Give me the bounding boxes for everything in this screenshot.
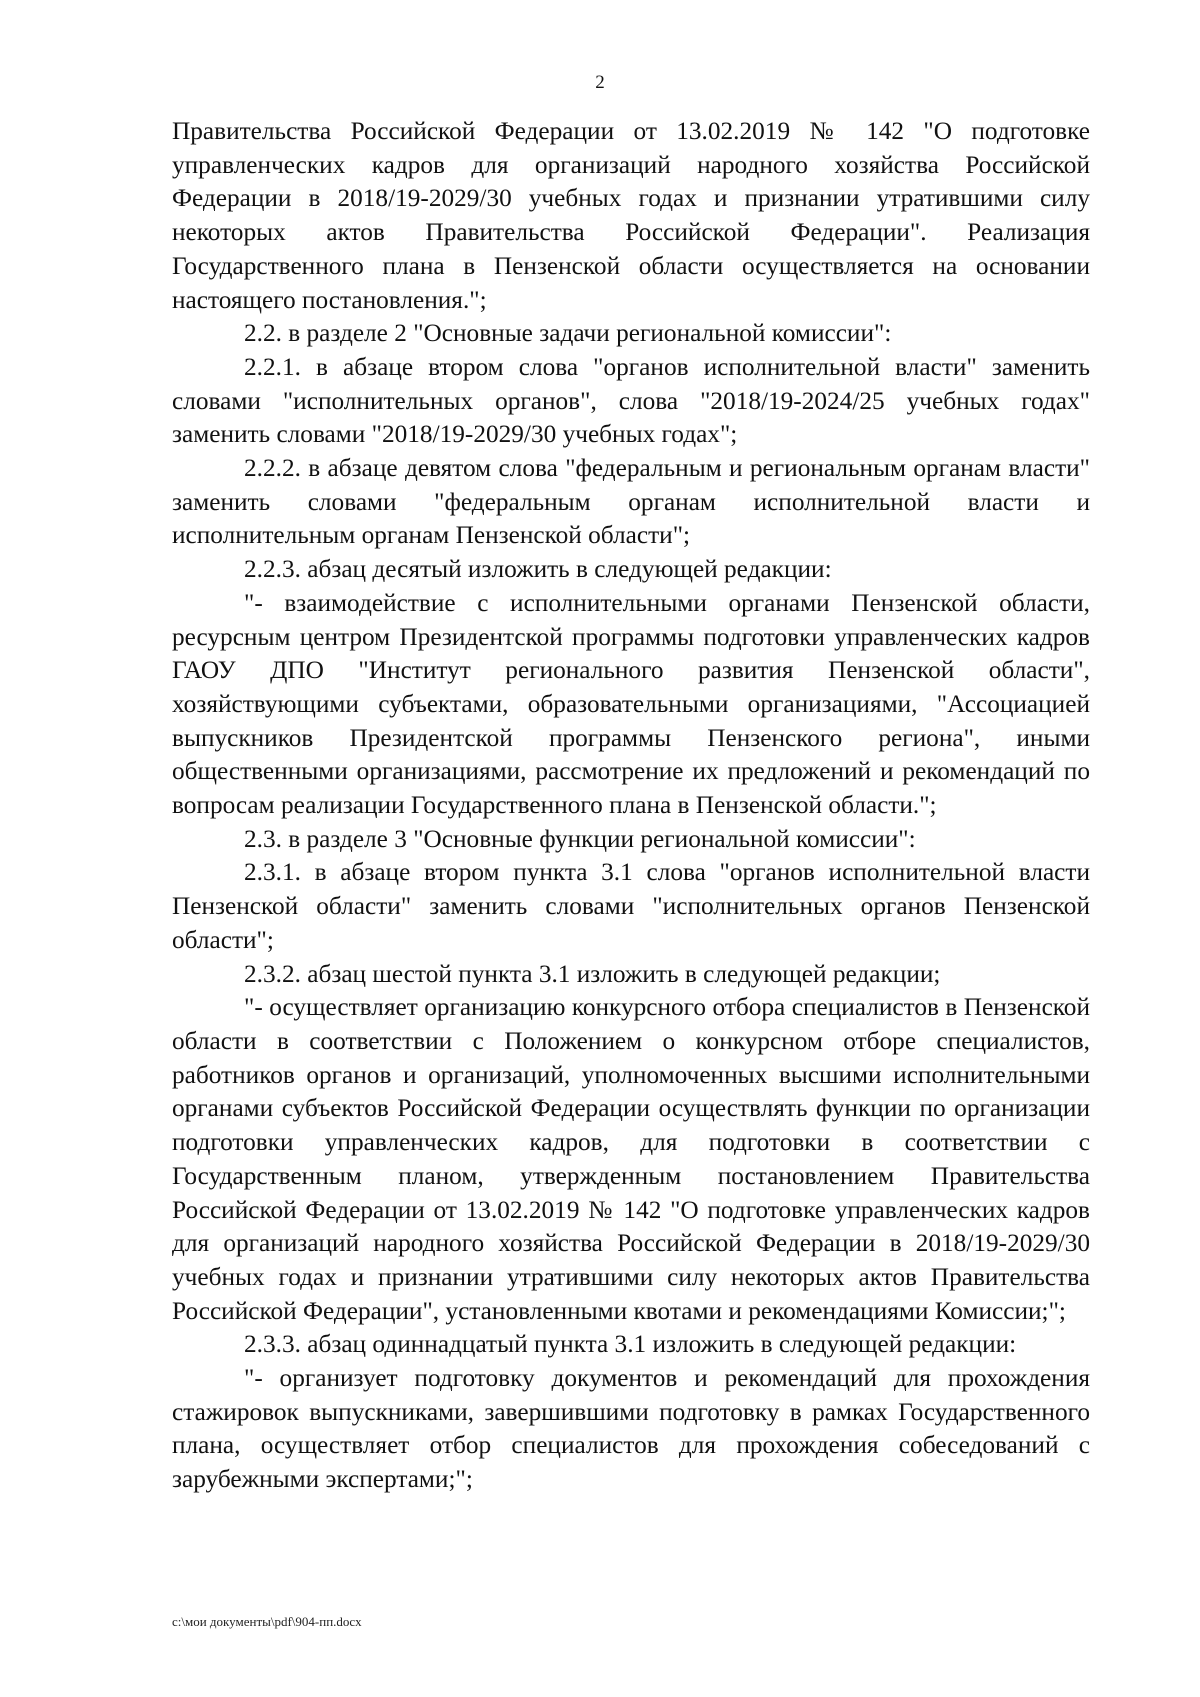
paragraph-2-3-2: 2.3.2. абзац шестой пункта 3.1 изложить в следующей редакции; — [244, 959, 941, 988]
paragraph-2-3-1: 2.3.1. в абзаце втором пункта 3.1 слова "органов исполнительной власти Пензенской области" заменить словами "исполнительных органов Пензенской области"; — [172, 858, 1090, 954]
paragraph-2-2-3-quote: "- взаимодействие с исполнительными органами Пензенской области, ресурсным центром Президентской программы подготовки управленческих кадров ГАОУ ДПО "Институт регионального развития Пензенской области", хозяйствующими субъектами, образовательными организациями, "Ассоциацией выпускников Президентской программы Пензенского региона", иными общественными организациями, рассмотрение их предложений и рекомендаций по вопросам реализации Государственного плана в Пензенской области."; — [172, 588, 1090, 820]
paragraph-2-3: 2.3. в разделе 3 "Основные функции региональной комиссии": — [244, 824, 916, 853]
footer-file-path: c:\мои документы\pdf\904-пп.docx — [172, 1614, 362, 1629]
paragraph-2-2-3: 2.2.3. абзац десятый изложить в следующей редакции: — [244, 555, 832, 584]
paragraph-2-2-2: 2.2.2. в абзаце девятом слова "федеральным и региональным органам власти" заменить словами "федеральным органам исполнительной власти и исполнительным органам Пензенской области"; — [172, 454, 1090, 550]
paragraph-2-3-2-quote: "- осуществляет организацию конкурсного отбора специалистов в Пензенской области в соответствии с Положением о конкурсном отборе специалистов, работников органов и организаций, уполномоченных высшими исполнительными органами субъектов Российской Федерации осуществлять функции по организации подготовки управленческих кадров, для подготовки в соответствии с Государственным планом, утвержденным постановлением Правительства Российской Федерации от 13.02.2019 № 142 "О подготовке управленческих кадров для организаций народного хозяйства Российской Федерации в 2018/19-2029/30 учебных годах и признании утратившими силу некоторых актов Правительства Российской Федерации", установленными квотами и рекомендациями Комиссии;"; — [172, 993, 1090, 1325]
paragraph-2-3-3: 2.3.3. абзац одиннадцатый пункта 3.1 изложить в следующей редакции: — [244, 1330, 1017, 1359]
document-body — [172, 115, 1090, 1497]
paragraph-continuation: Правительства Российской Федерации от 13.02.2019 № 142 "О подготовке управленческих кадров для организаций народного хозяйства Российской Федерации в 2018/19-2029/30 учебных годах и признании утратившими силу некоторых актов Правительства Российской Федерации". Реализация Государственного плана в Пензенской области осуществляется на основании настоящего постановления."; — [172, 117, 1090, 314]
paragraph-2-2-1: 2.2.1. в абзаце втором слова "органов исполнительной власти" заменить словами "исполнительных органов", слова "2018/19-2024/25 учебных годах" заменить словами "2018/19-2029/30 учебных годах"; — [172, 352, 1090, 449]
page-number: 2 — [595, 72, 605, 93]
paragraph-2-2: 2.2. в разделе 2 "Основные задачи региональной комиссии": — [244, 319, 892, 348]
paragraph-2-3-3-quote: "- организует подготовку документов и рекомендаций для прохождения стажировок выпускниками, завершившими подготовку в рамках Государственного плана, осуществляет отбор специалистов для прохождения собеседований с зарубежными экспертами;"; — [172, 1364, 1090, 1494]
